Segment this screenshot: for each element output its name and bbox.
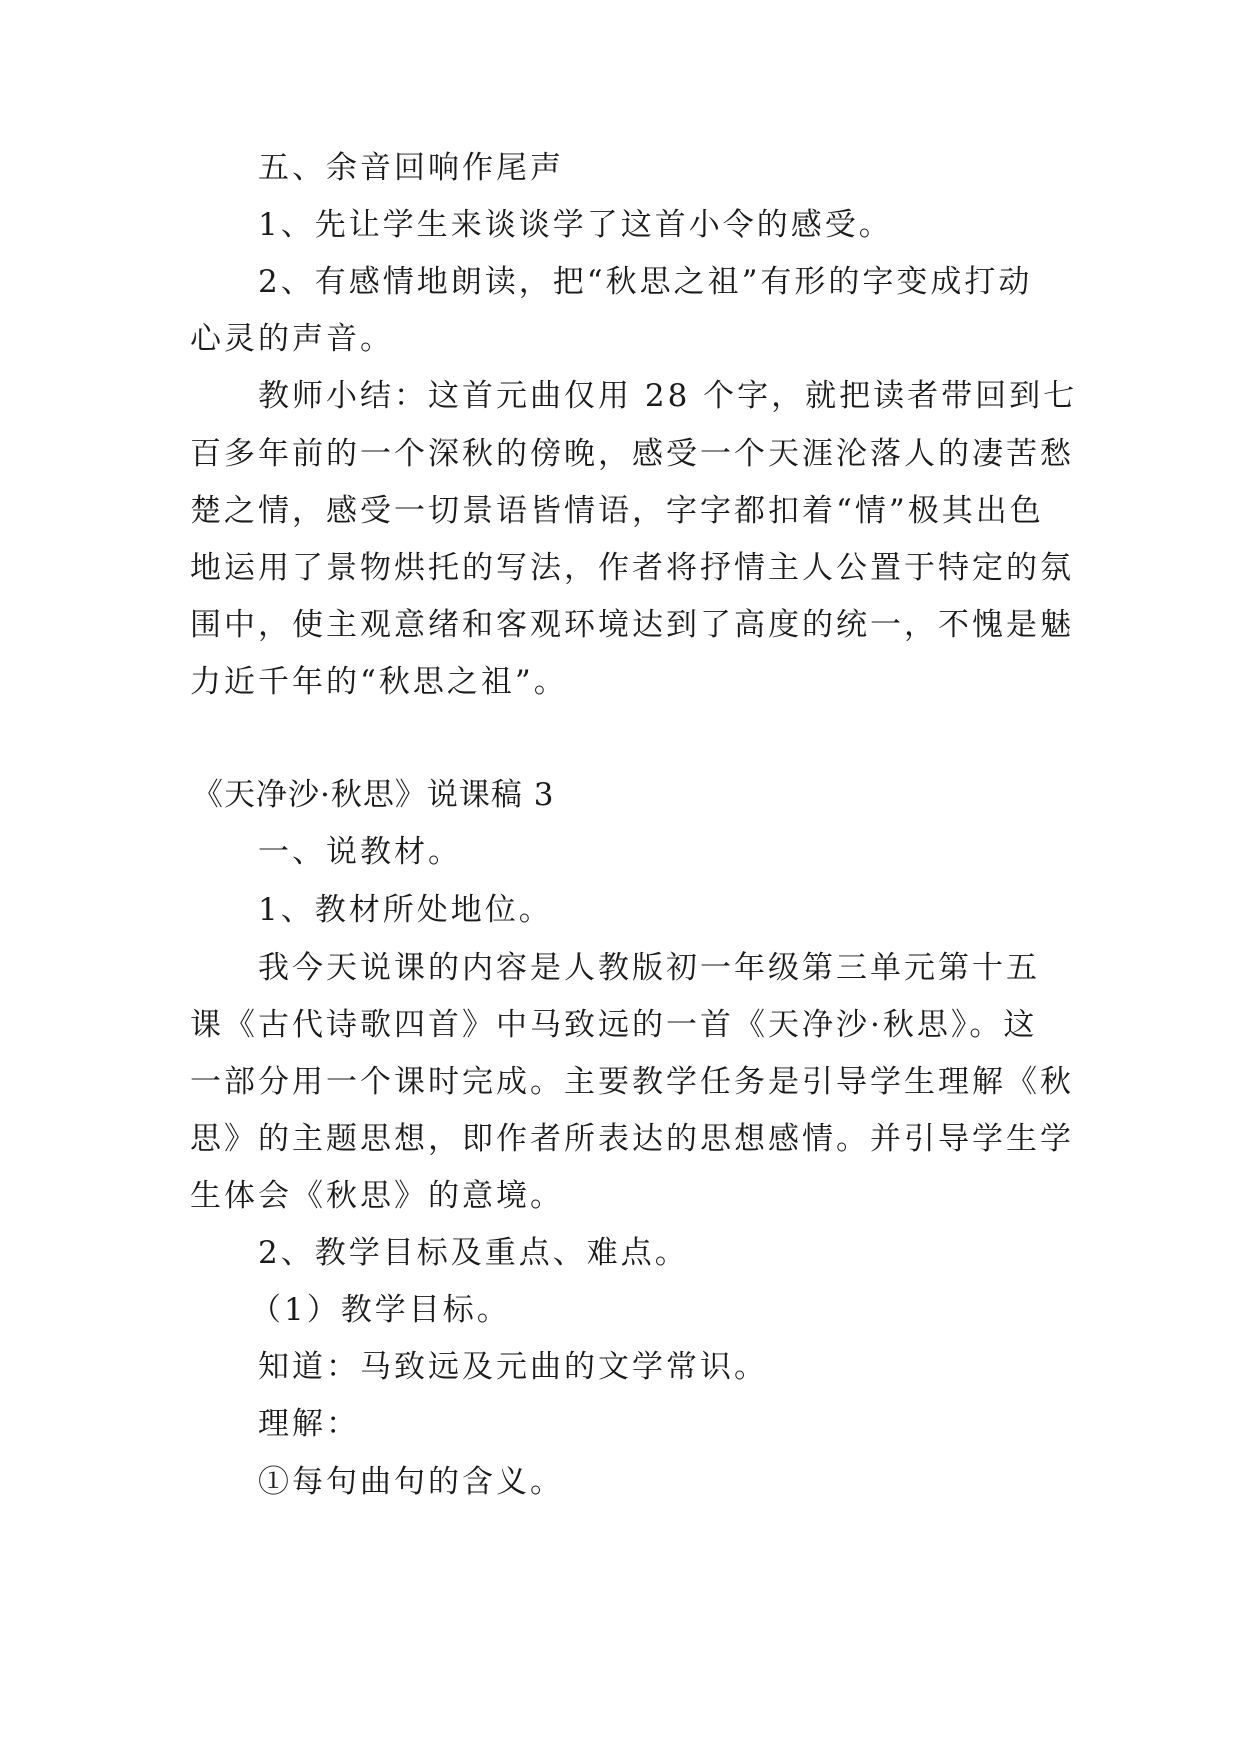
- section-heading: 五、余音回响作尾声: [258, 150, 564, 186]
- article-title: 《天净沙·秋思》说课稿 3: [192, 777, 555, 813]
- body-line-2: 课《古代诗歌四首》中马致远的一首《天净沙·秋思》。这: [190, 1007, 1038, 1043]
- body-line-1: 我今天说课的内容是人教版初一年级第三单元第十五: [258, 950, 1040, 986]
- summary-line-2: 百多年前的一个深秋的傍晚，感受一个天涯沦落人的凄苦愁: [190, 436, 1074, 472]
- body-line-4: 思》的主题思想，即作者所表达的思想感情。并引导学生学: [190, 1121, 1074, 1157]
- goals-heading: （1）教学目标。: [250, 1292, 511, 1328]
- sub-heading-2: 2、教学目标及重点、难点。: [258, 1235, 689, 1271]
- summary-line-3: 楚之情，感受一切景语皆情语，字字都扣着“情”极其出色: [190, 493, 1044, 529]
- part-heading: 一、说教材。: [258, 834, 462, 870]
- understand-item-1: ①每句曲句的含义。: [258, 1464, 564, 1500]
- summary-line-5: 围中，使主观意绪和客观环境达到了高度的统一，不愧是魅: [190, 607, 1074, 643]
- paragraph-item-2-line-1: 2、有感情地朗读，把“秋思之祖”有形的字变成打动: [258, 264, 1033, 300]
- know-line: 知道：马致远及元曲的文学常识。: [258, 1349, 768, 1385]
- body-line-5: 生体会《秋思》的意境。: [190, 1178, 564, 1214]
- paragraph-item-1: 1、先让学生来谈谈学了这首小令的感受。: [258, 207, 893, 243]
- understand-heading: 理解：: [258, 1406, 360, 1442]
- paragraph-item-2-line-2: 心灵的声音。: [190, 321, 394, 357]
- body-line-3: 一部分用一个课时完成。主要教学任务是引导学生理解《秋: [190, 1064, 1074, 1100]
- summary-line-4: 地运用了景物烘托的写法，作者将抒情主人公置于特定的氛: [190, 550, 1074, 586]
- summary-line-6: 力近千年的“秋思之祖”。: [190, 664, 568, 700]
- summary-line-1: 教师小结：这首元曲仅用 28 个字，就把读者带回到七: [258, 378, 1078, 414]
- sub-heading-1: 1、教材所处地位。: [258, 892, 553, 928]
